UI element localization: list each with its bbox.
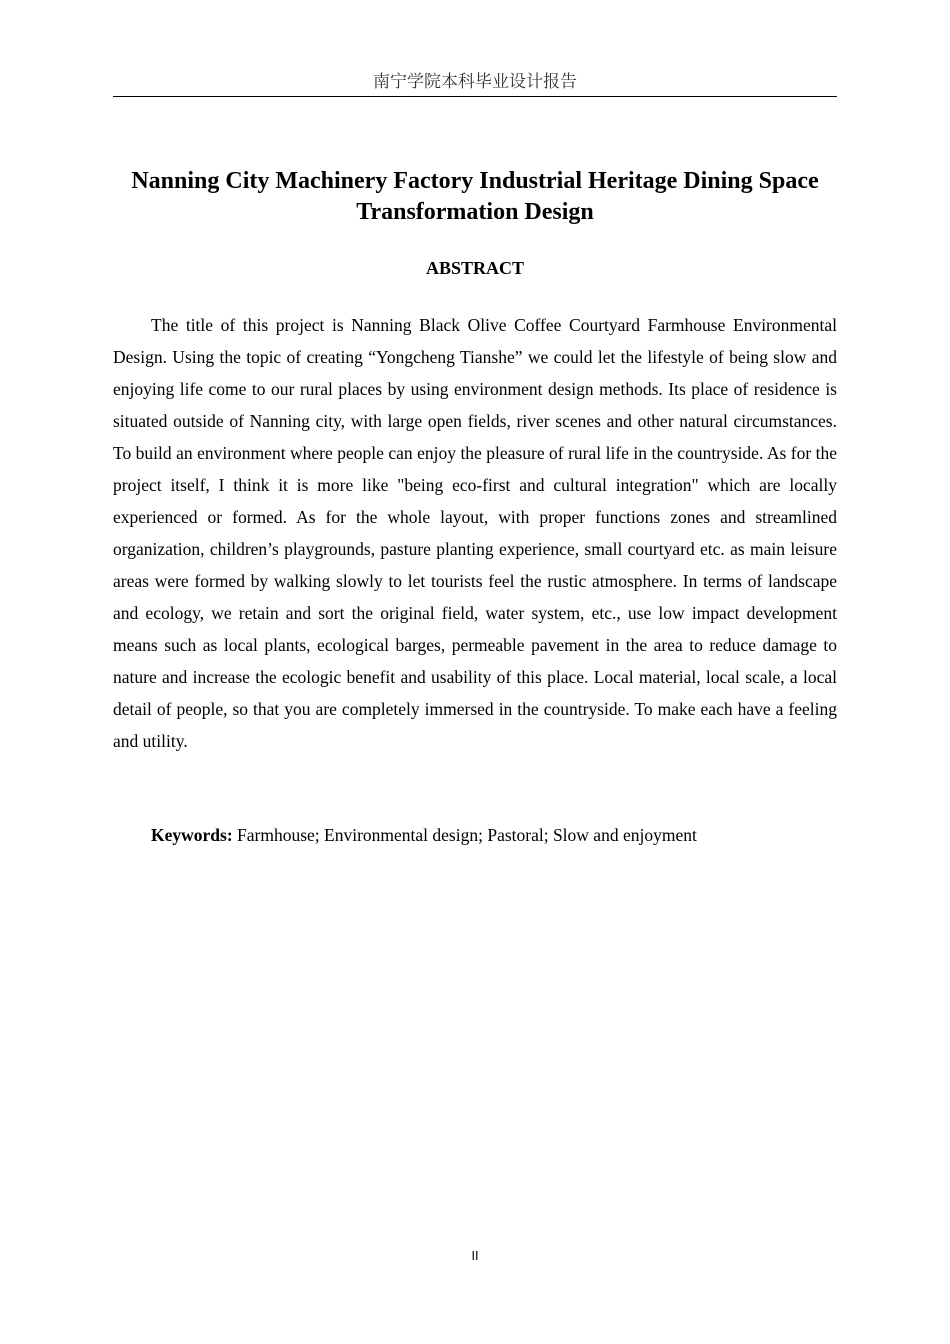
document-title: Nanning City Machinery Factory Industrial Heritage Dining Space Transformation Design	[131, 168, 819, 225]
keywords-line	[113, 819, 837, 851]
running-header: 南宁学院本科毕业设计报告	[373, 72, 577, 92]
abstract-heading: ABSTRACT	[425, 258, 525, 278]
page-number: II	[471, 1249, 479, 1263]
keywords-label: Keywords:	[151, 825, 233, 845]
header-rule	[113, 96, 837, 97]
abstract-paragraph: The title of this project is Nanning Black Olive Coffee Courtyard Farmhouse Environmental Design. Using the topic of creating “Yongcheng Tianshe” we could let the lifestyle of being slow and enjoying life come to our rural places by using environment design methods. Its place of residence is situated outside of Nanning city, with large open fields, river scenes and other natural circumstances. To build an environment where people can enjoy the pleasure of rural life in the countryside. As for the project itself, I think it is more like "being eco-first and cultural integration" which are locally experienced or formed. As for the whole layout, with proper functions zones and streamlined organization, children’s playgrounds, pasture planting experience, small courtyard etc. as main leisure areas were formed by walking slowly to let tourists feel the rustic atmosphere. In terms of landscape and ecology, we retain and sort the original field, water system, etc., use low impact development means such as local plants, ecological barges, permeable pavement in the area to reduce damage to nature and increase the ecologic benefit and usability of this place. Local material, local scale, a local detail of people, so that you are completely immersed in the countryside. To make each have a feeling and utility.	[113, 315, 837, 751]
keywords-list: Farmhouse; Environmental design; Pastoral; Slow and enjoyment	[237, 825, 697, 845]
